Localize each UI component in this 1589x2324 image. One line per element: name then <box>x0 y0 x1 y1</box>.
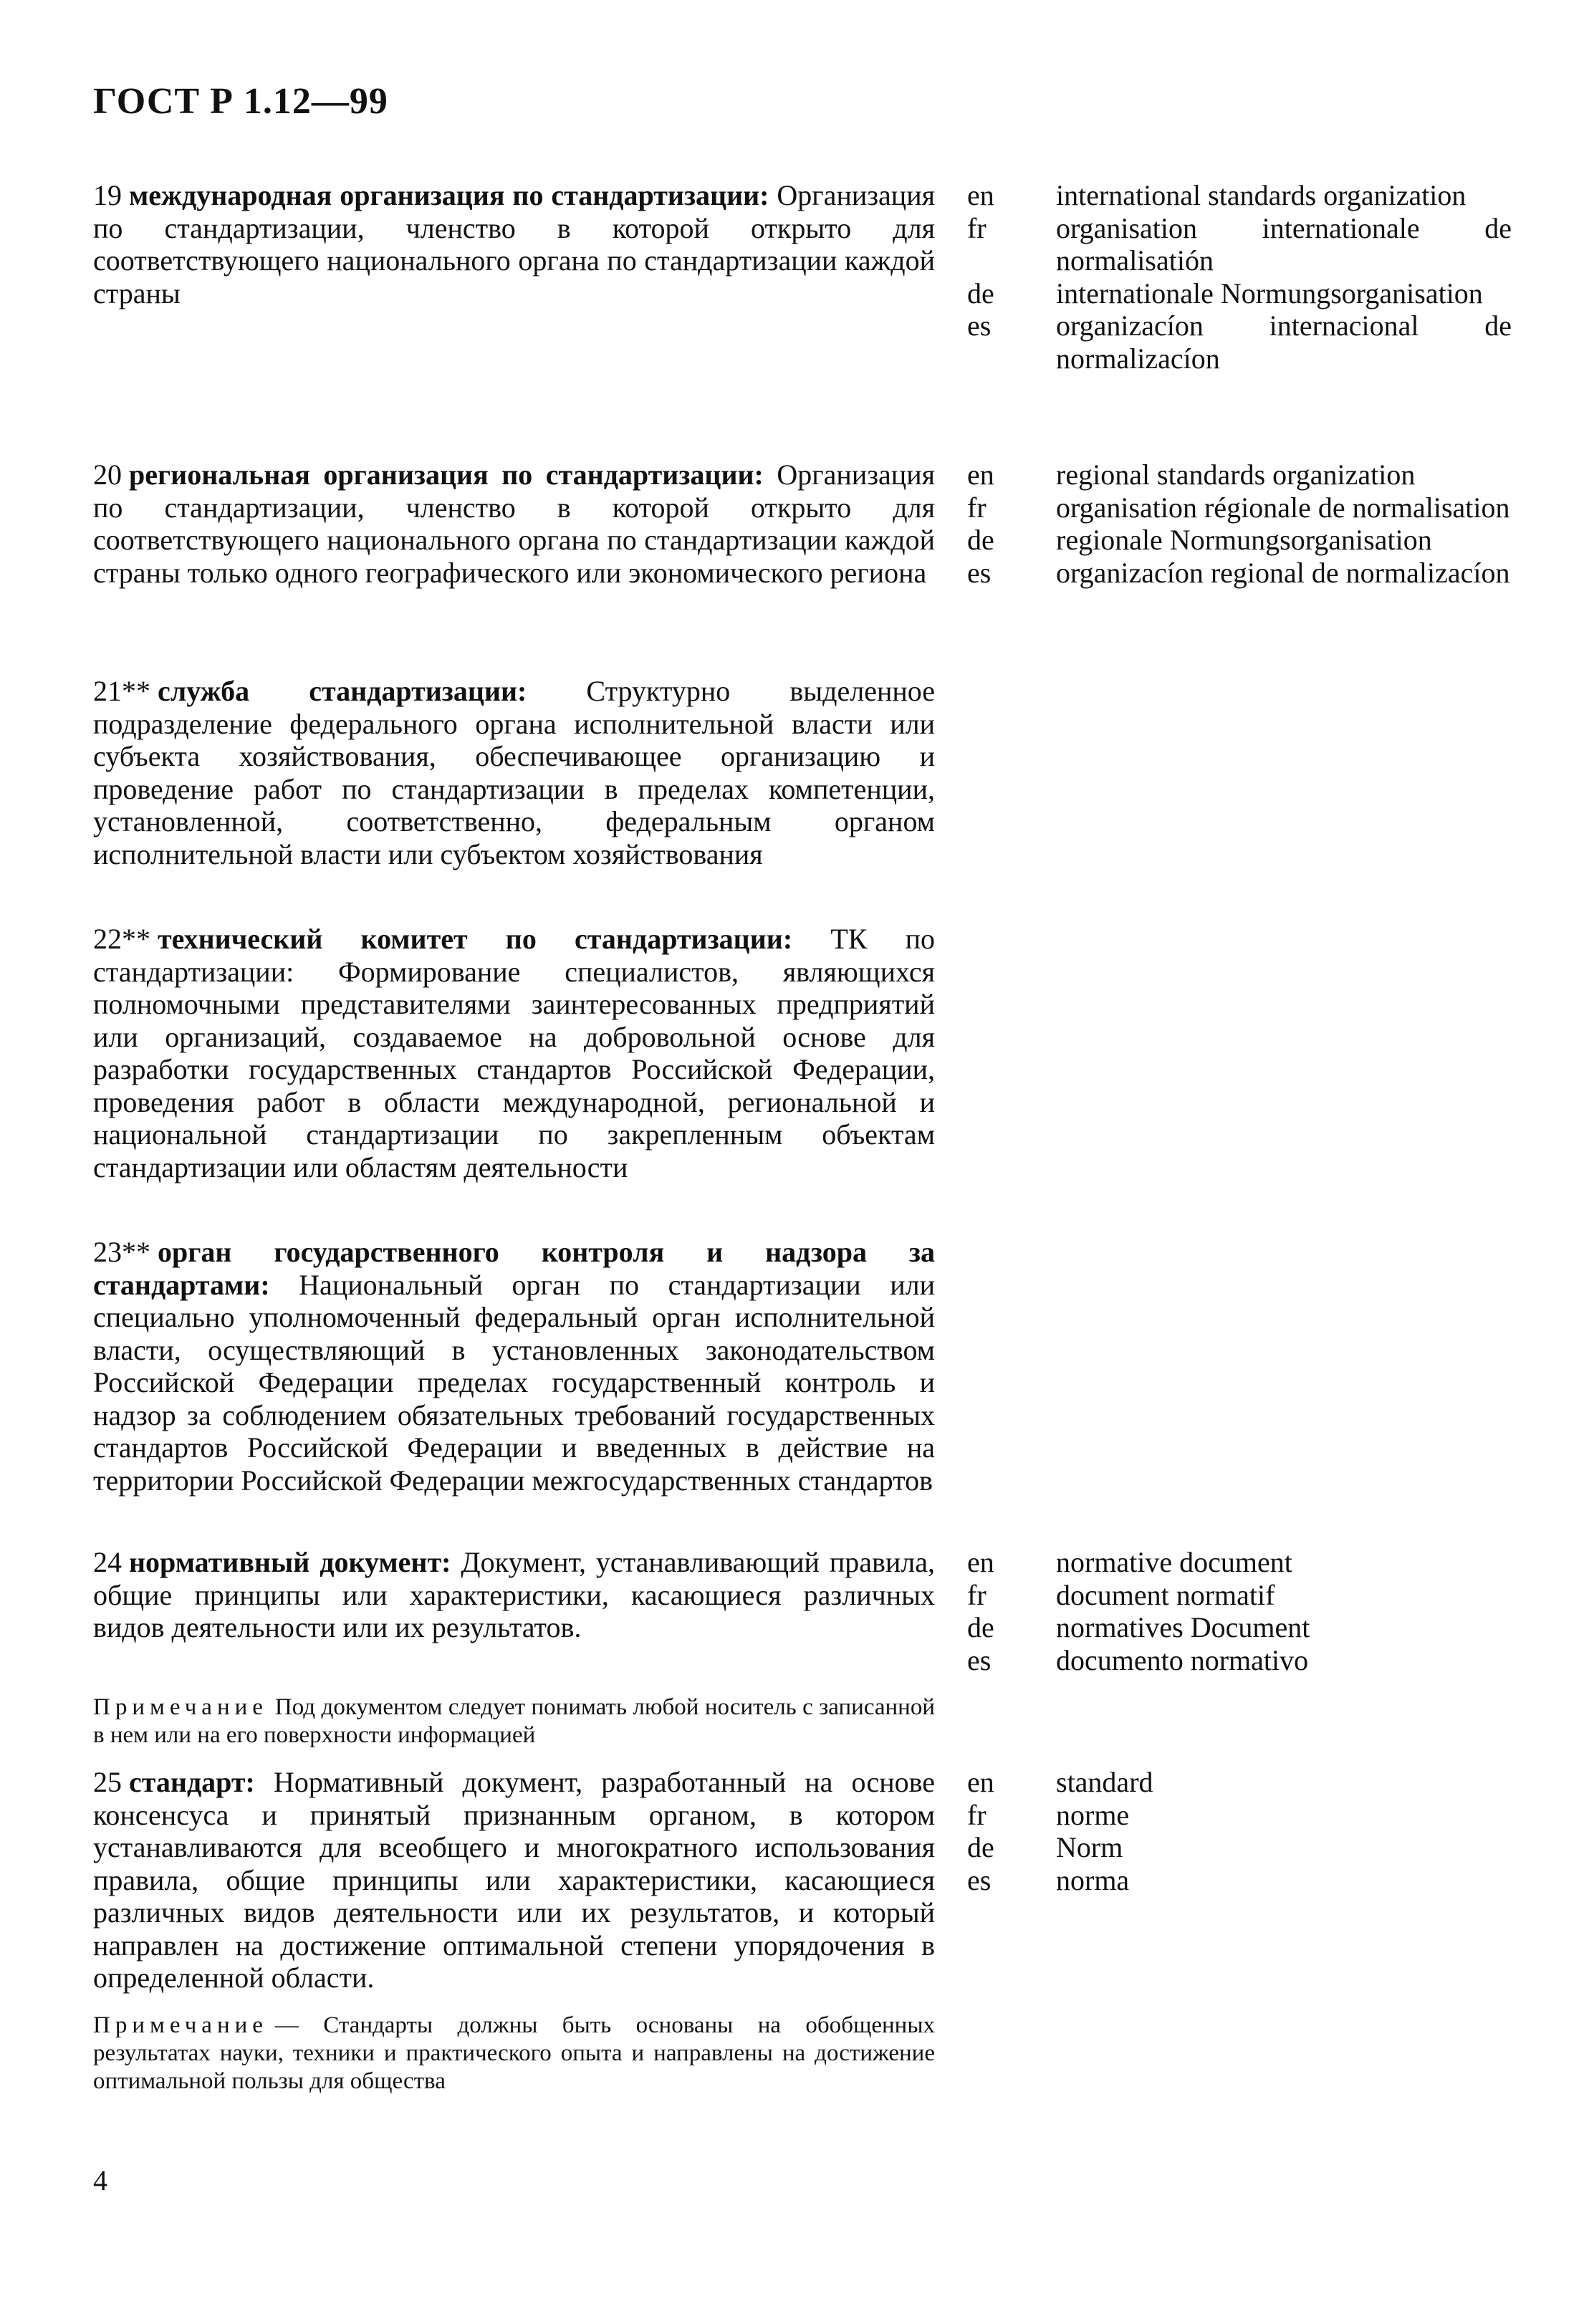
document-header: ГОСТ Р 1.12—99 <box>93 81 388 122</box>
translation-row <box>967 1831 1512 1864</box>
lang-term: normative document <box>1056 1546 1292 1578</box>
lang-term: standard <box>1056 1766 1153 1798</box>
lang-code: fr <box>967 491 986 524</box>
term-entry-24 <box>93 1546 935 1644</box>
entry-definition: Документ, устанавливающий правила, общие принципы или характеристики, касающиеся различных видов деятельности или их результатов. <box>93 1546 935 1643</box>
lang-code: es <box>967 1863 992 1896</box>
lang-code: fr <box>967 1798 986 1831</box>
term-entry-23 <box>93 1236 935 1497</box>
entry-definition: Организация по стандартизации, членство в которой открыто для соответствующего национального органа по стандартизации каждой страны <box>93 179 936 309</box>
entry-definition: Организация по стандартизации, членство в которой открыто для соответствующего национального органа по стандартизации каждой страны только одного географического или экономического региона <box>93 458 935 589</box>
note-text: — Стандарты должны быть основаны на обобщенных результатах науки, техники и практического опыта и направлены на достижение оптимальной пользы для общества <box>93 2012 935 2094</box>
term-entry-21 <box>93 675 935 870</box>
entry-number: 19 <box>93 179 122 211</box>
lang-term: organizacíon regional de normalizacíon <box>1056 556 1510 589</box>
entry-term: орган государственного контроля и надзора за стандартами: <box>93 1236 935 1301</box>
translation-row <box>967 212 1512 277</box>
entry-term: нормативный документ: <box>129 1546 451 1578</box>
lang-term: regionale Normungsorganisation <box>1056 524 1432 556</box>
lang-term: internationale Normungsorganisation <box>1056 277 1483 309</box>
lang-term: organisation internationale de normalisatión <box>1056 211 1512 277</box>
entry-number: 23** <box>93 1236 150 1268</box>
lang-code: es <box>967 309 992 342</box>
lang-term: Norm <box>1056 1831 1123 1863</box>
lang-term: normatives Document <box>1056 1611 1310 1643</box>
lang-code: en <box>967 1766 994 1798</box>
translations-24 <box>967 1546 1512 1676</box>
note-text: Под документом следует понимать любой носитель с записанной в нем или на его поверхности информацией <box>93 1694 935 1748</box>
entry-term: служба стандартизации: <box>158 675 527 707</box>
lang-code: de <box>967 1831 994 1863</box>
note-24 <box>93 1694 935 1749</box>
entry-term: региональная организация по стандартизации: <box>129 458 764 491</box>
translation-row <box>967 1611 1512 1644</box>
lang-code: es <box>967 556 992 589</box>
lang-code: en <box>967 1546 994 1578</box>
lang-code: de <box>967 277 994 309</box>
entry-definition: Структурно выделенное подразделение федерального органа исполнительной власти или субъекта хозяйствования, обеспечивающее организацию и проведение работ по стандартизации в пределах компетенции, установленной, соответственно, федеральным органом исполнительной власти или субъектом хозяйствования <box>93 675 935 870</box>
lang-code: es <box>967 1643 992 1676</box>
translation-row <box>967 1644 1512 1677</box>
lang-code: de <box>967 1611 994 1643</box>
lang-term: organisation régionale de normalisation <box>1056 491 1510 524</box>
translation-row <box>967 1579 1512 1612</box>
translation-row <box>967 458 1512 491</box>
lang-term: norme <box>1056 1798 1130 1831</box>
translation-row <box>967 557 1512 590</box>
translation-row <box>967 491 1512 524</box>
translations-25 <box>967 1766 1512 1896</box>
translation-row <box>967 277 1512 310</box>
entry-number: 21** <box>93 675 150 707</box>
term-entry-20 <box>93 458 935 589</box>
lang-term: regional standards organization <box>1056 458 1416 491</box>
entry-definition: Нормативный документ, разработанный на основе консенсуса и принятый признанным органом, в котором устанавливаются для всеобщего и многократного использования правила, общие принципы или характеристики, касающиеся различных видов деятельности или их результатов, и который направлен на достижение оптимальной степени упорядочения в определенной области. <box>93 1766 936 1994</box>
translation-row <box>967 1799 1512 1832</box>
entry-number: 24 <box>93 1546 122 1578</box>
translation-row <box>967 1546 1512 1579</box>
lang-term: documento normativo <box>1056 1643 1309 1676</box>
entry-definition: Национальный орган по стандартизации или специально уполномоченный федеральный орган исполнительной власти, осуществляющий в установленных законодательством Российской Федерации пределах государственный контроль и надзор за соблюдением обязательных требований государственных стандартов Российской Федерации и введенных в действие на территории Российской Федерации межгосударственных стандартов <box>93 1268 935 1497</box>
note-label: Примечание <box>93 2012 268 2038</box>
term-entry-22 <box>93 923 935 1183</box>
translations-19 <box>967 179 1512 375</box>
translation-row <box>967 1864 1512 1897</box>
lang-code: en <box>967 179 994 211</box>
entry-term: технический комитет по стандартизации: <box>158 923 793 955</box>
entry-term: стандарт: <box>129 1766 255 1798</box>
lang-term: organizacíon internacional de normalizacíon <box>1056 309 1512 375</box>
lang-code: en <box>967 458 994 491</box>
entry-term: международная организация по стандартизации: <box>129 179 769 211</box>
entry-number: 25 <box>93 1766 122 1798</box>
entry-definition: ТК по стандартизации: Формирование специалистов, являющихся полномочными представителями заинтересованных предприятий или организаций, создаваемое на добровольной основе для разработки государственных стандартов Российской Федерации, проведения работ в области международной, региональной и национальной стандартизации по закрепленным объектам стандартизации или областям деятельности <box>93 923 935 1183</box>
translation-row <box>967 309 1512 375</box>
lang-code: fr <box>967 211 986 244</box>
lang-code: fr <box>967 1578 986 1611</box>
note-label: Примечание <box>93 1694 268 1720</box>
lang-term: international standards organization <box>1056 179 1466 211</box>
lang-code: de <box>967 524 994 556</box>
term-entry-19 <box>93 179 935 309</box>
translation-row <box>967 179 1512 212</box>
term-entry-25 <box>93 1766 935 1994</box>
note-25 <box>93 2012 935 2095</box>
translations-20 <box>967 458 1512 589</box>
lang-term: norma <box>1056 1863 1130 1896</box>
page-number: 4 <box>93 2164 107 2196</box>
entry-number: 20 <box>93 458 122 491</box>
translation-row <box>967 524 1512 557</box>
lang-term: document normatif <box>1056 1578 1275 1611</box>
translation-row <box>967 1766 1512 1799</box>
entry-number: 22** <box>93 923 150 955</box>
